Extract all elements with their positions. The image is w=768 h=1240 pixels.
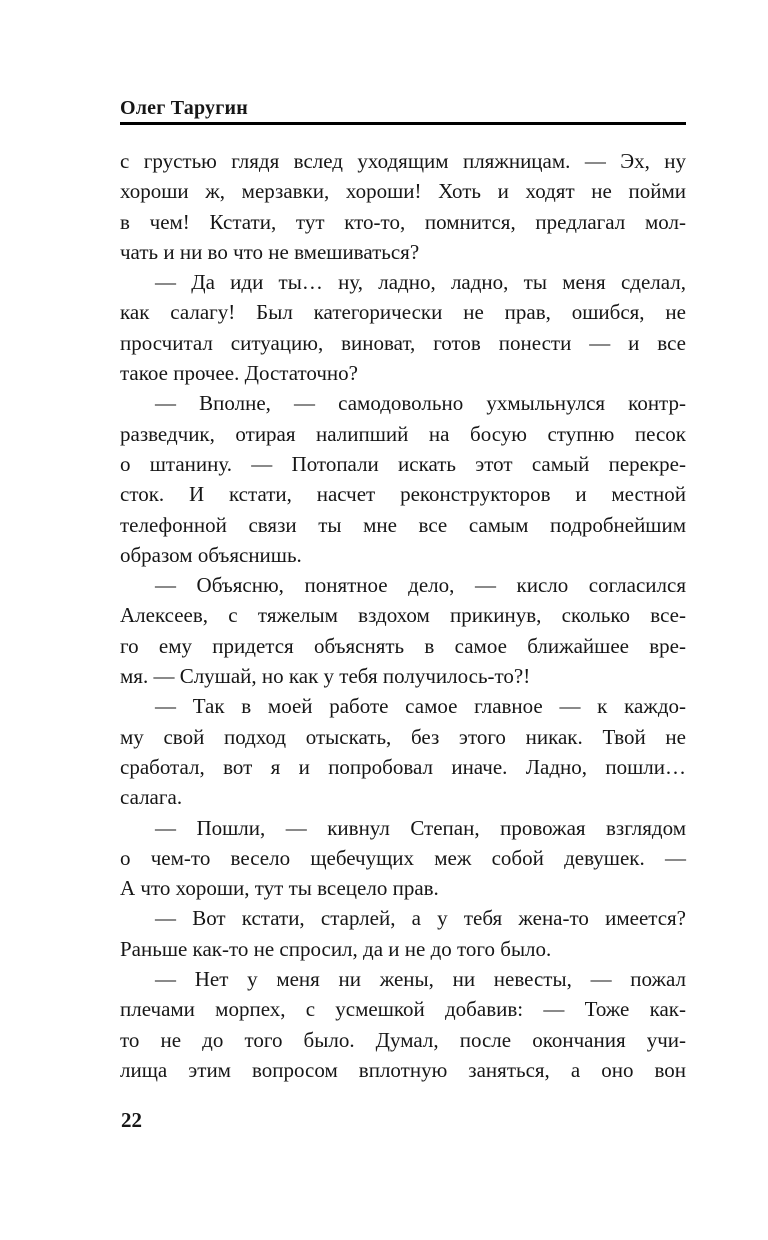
paragraph [120,903,686,964]
text-line: просчитал ситуацию, виноват, готов понести — и все [120,330,686,355]
text-block [120,146,686,1085]
text-line: разведчик, отирая налипший на босую ступню песок [120,421,686,446]
text-line: хороши ж, мерзавки, хороши! Хоть и ходят не пойми [120,179,686,204]
text-line: с грустью глядя вслед уходящим пляжницам. — Эх, ну [120,149,686,173]
author-name: Олег Таругин [120,97,248,119]
text-line: чать и ни во что не вмешиваться? [120,239,420,264]
text-line: о штанину. — Потопали искать этот самый перекре- [120,451,686,476]
paragraph [120,388,686,570]
text-line: в чем! Кстати, тут кто-то, помнится, предлагал мол- [120,209,686,234]
paragraph [120,146,686,267]
text-line: — Да иди ты… ну, ладно, ладно, ты меня сделал, [155,270,686,295]
text-line: такое прочее. Достаточно? [120,361,358,386]
paragraph [120,570,686,691]
running-header [120,97,686,125]
text-line: Алексеев, с тяжелым вздохом прикинув, сколько все- [120,603,686,628]
paragraph [120,964,686,1085]
text-line: о чем-то весело щебечущих меж собой девушек. — [120,845,686,870]
page-number: 22 [121,1108,142,1132]
text-line: сработал, вот я и попробовал иначе. Ладно, пошли… [120,754,686,779]
paragraph [120,813,686,904]
paragraph [120,691,686,812]
text-line: образом объяснишь. [120,542,302,567]
text-line: как салагу! Был категорически не прав, ошибся, не [120,300,686,325]
text-line: — Вот кстати, старлей, а у тебя жена-то имеется? [155,906,686,931]
text-line: — Объясню, понятное дело, — кисло согласился [155,573,686,598]
text-line: Раньше как-то не спросил, да и не до того было. [120,936,552,961]
text-line: — Вполне, — самодовольно ухмыльнулся контр- [155,391,686,416]
text-line: го ему придется объяснять в самое ближайшее вре- [120,633,686,658]
paragraph [120,267,686,388]
text-line: плечами морпех, с усмешкой добавив: — Тоже как- [120,997,686,1022]
text-line: А что хороши, тут ты всецело прав. [120,876,439,901]
text-line: салага. [120,785,183,810]
text-line: мя. — Слушай, но как у тебя получилось-то?! [120,664,531,689]
text-line: лища этим вопросом вплотную заняться, а оно вон [120,1057,686,1082]
text-line: то не до того было. Думал, после окончания учи- [120,1027,686,1052]
text-line: — Так в моей работе самое главное — к каждо- [155,694,686,719]
text-line: му свой подход отыскать, без этого никак. Твой не [120,724,686,749]
text-line: — Пошли, — кивнул Степан, провожая взглядом [155,815,686,840]
text-line: телефонной связи ты мне все самым подробнейшим [120,512,686,537]
text-line: сток. И кстати, насчет реконструкторов и местной [120,482,686,507]
text-line: — Нет у меня ни жены, ни невесты, — пожал [155,967,686,992]
